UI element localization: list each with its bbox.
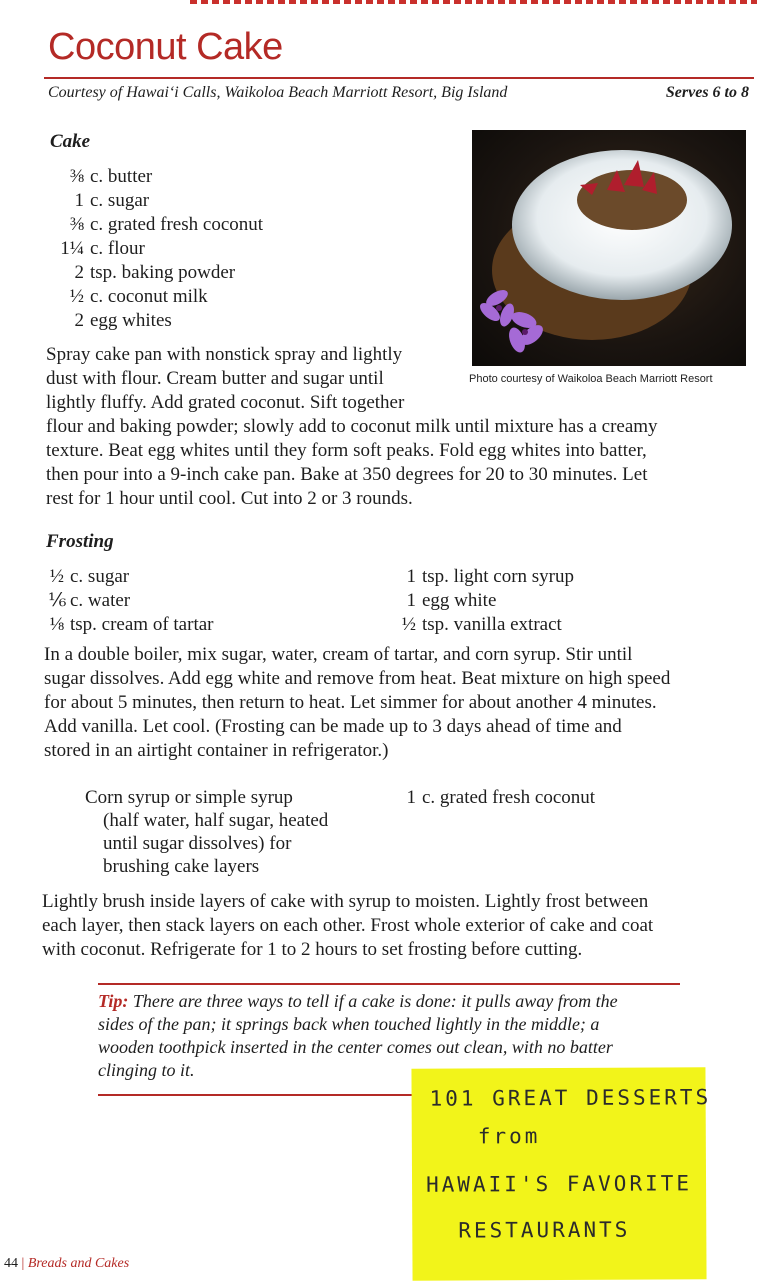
tip-label: Tip: [98,991,129,1011]
tip-line: clinging to it. [98,1060,195,1080]
frosting-ingredient: ⅙ c. water [48,590,131,611]
sticky-note-line: RESTAURANTS [458,1217,631,1243]
frosting-ingredient: 1 egg white [406,590,497,611]
frosting-ingredient: ½ c. sugar [49,566,130,587]
photo-caption: Photo courtesy of Waikoloa Beach Marriott Resort [469,373,713,385]
tip-top-rule [98,983,680,985]
sticky-note [411,1067,712,1281]
cake-photo [472,130,746,366]
assembly-instructions-line: Lightly brush inside layers of cake with syrup to moisten. Lightly frost between [42,891,649,912]
cake-heading: Cake [50,131,91,152]
frosting-heading: Frosting [46,531,114,552]
assembly-ingredient: brushing cake layers [103,856,260,877]
cake-ingredient: ½ c. coconut milk [69,286,208,307]
cake-instructions-line: lightly fluffy. Add grated coconut. Sift together [46,392,405,413]
frosting-ingredient: 1 tsp. light corn syrup [406,566,574,587]
page-number: 44 [4,1256,18,1271]
footer-separator: | [21,1256,25,1271]
assembly-ingredient: 1 c. grated fresh coconut [406,787,596,808]
cake-ingredient: ⅜ c. grated fresh coconut [69,214,264,235]
sticky-note-line: from [477,1124,541,1149]
cake-ingredient: 2 tsp. baking powder [74,262,236,283]
frosting-instructions-line: Add vanilla. Let cool. (Frosting can be made up to 3 days ahead of time and [44,716,622,737]
assembly-instructions-line: each layer, then stack layers on each other. Frost whole exterior of cake and coat [42,915,654,936]
tip-line: sides of the pan; it springs back when touched lightly in the middle; a [98,1014,600,1034]
frosting-ingredient: ⅛ tsp. cream of tartar [49,614,214,635]
frosting-instructions-line: for about 5 minutes, then return to heat. Let simmer for about another 4 minutes. [44,692,657,713]
footer-section: Breads and Cakes [27,1256,130,1271]
assembly-instructions-line: with coconut. Refrigerate for 1 to 2 hours to set frosting before cutting. [42,939,583,960]
sticky-note-line: HAWAII'S FAVORITE [425,1171,693,1197]
frosting-instructions-line: stored in an airtight container in refrigerator.) [44,740,389,761]
frosting-ingredient: ½ tsp. vanilla extract [401,614,562,635]
frosting-instructions-line: In a double boiler, mix sugar, water, cream of tartar, and corn syrup. Stir until [44,644,633,665]
page-footer [4,1256,129,1272]
cake-ingredient: ⅜ c. butter [69,166,153,187]
tip-bottom-rule [98,1094,414,1096]
cake-instructions-line: rest for 1 hour until cool. Cut into 2 or 3 rounds. [46,488,413,509]
cake-instructions-line: Spray cake pan with nonstick spray and lightly [46,344,403,365]
servings: Serves 6 to 8 [665,84,749,101]
tip-line: Tip: There are three ways to tell if a cake is done: it pulls away from the [98,991,618,1011]
sticky-note-line: 101 GREAT DESSERTS [429,1085,712,1111]
cake-ingredient: 1 c. sugar [74,190,150,211]
cake-instructions-line: texture. Beat egg whites until they form soft peaks. Fold egg whites into batter, [46,440,647,461]
coconut-cake-illustration [472,130,746,366]
cake-ingredient: 2 egg whites [74,310,172,331]
cake-ingredient: 1¼ c. flour [60,238,145,259]
tip-line: wooden toothpick inserted in the center comes out clean, with no batter [98,1037,613,1057]
cake-instructions-line: then pour into a 9-inch cake pan. Bake at 350 degrees for 20 to 30 minutes. Let [46,464,648,485]
assembly-ingredient: (half water, half sugar, heated [103,810,329,831]
recipe-courtesy: Courtesy of Hawai‘i Calls, Waikoloa Beach Marriott Resort, Big Island [48,84,508,101]
cake-instructions-line: dust with flour. Cream butter and sugar until [46,368,384,389]
cake-instructions-line: flour and baking powder; slowly add to coconut milk until mixture has a creamy [46,416,658,437]
recipe-title: Coconut Cake [48,26,283,68]
assembly-ingredient: Corn syrup or simple syrup [85,787,293,808]
assembly-ingredient: until sugar dissolves) for [103,833,292,854]
top-decorative-border [190,0,757,4]
frosting-instructions-line: sugar dissolves. Add egg white and remove from heat. Beat mixture on high speed [44,668,671,689]
title-divider [44,77,754,79]
